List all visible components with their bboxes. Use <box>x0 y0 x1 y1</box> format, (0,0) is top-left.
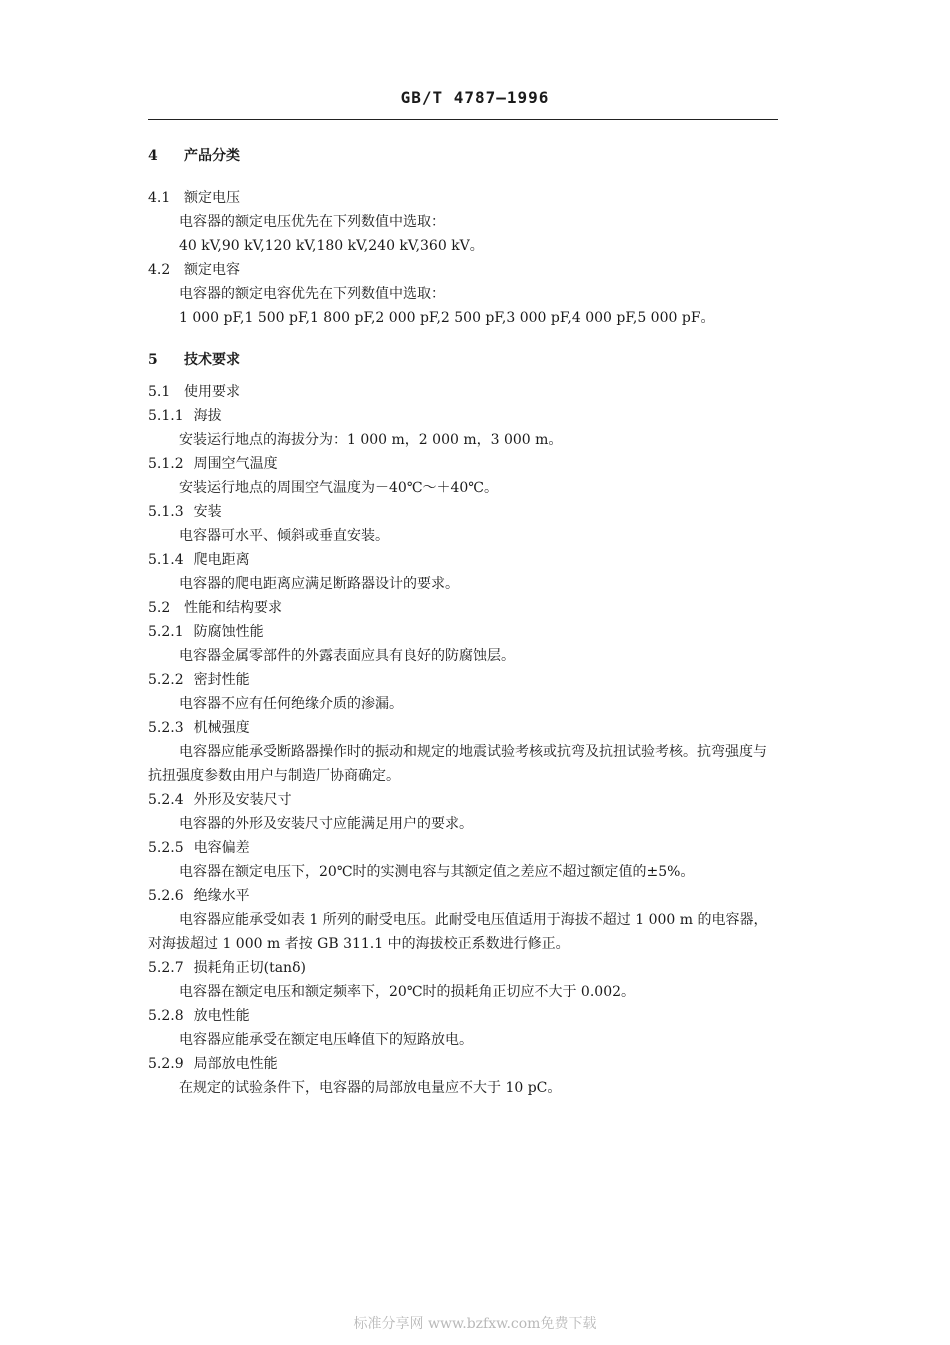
document-code-header: GB/T 4787—1996 <box>400 88 550 107</box>
clause-5-2-1-text: 电容器金属零部件的外露表面应具有良好的防腐蚀层。 <box>179 648 515 664</box>
clause-5-1-1-text: 安装运行地点的海拔分为：1 000 m，2 000 m，3 000 m。 <box>179 432 563 448</box>
clause-5-2-9-title: 5.2.9 局部放电性能 <box>148 1056 278 1072</box>
clause-5-2-4-title: 5.2.4 外形及安装尺寸 <box>148 792 292 808</box>
clause-5-1-2-title: 5.1.2 周围空气温度 <box>148 456 278 472</box>
clause-5-2-7-title: 5.2.7 损耗角正切(tanδ) <box>148 960 306 976</box>
clause-4-2-values: 1 000 pF,1 500 pF,1 800 pF,2 000 pF,2 500 pF,3 000 pF,4 000 pF,5 000 pF。 <box>179 310 715 326</box>
watermark-footer: 标准分享网 www.bzfxw.com免费下载 <box>353 1316 597 1332</box>
clause-5-2-title: 5.2 性能和结构要求 <box>148 600 282 616</box>
clause-5-1-3-title: 5.1.3 安装 <box>148 504 222 520</box>
clause-5-2-5-title: 5.2.5 电容偏差 <box>148 840 250 856</box>
clause-4-1-title: 4.1 额定电压 <box>148 190 240 206</box>
clause-5-2-8-title: 5.2.8 放电性能 <box>148 1008 250 1024</box>
clause-5-1-3-text: 电容器可水平、倾斜或垂直安装。 <box>179 528 389 544</box>
section-4-heading <box>148 144 788 168</box>
clause-5-2-9-text: 在规定的试验条件下，电容器的局部放电量应不大于 10 pC。 <box>179 1080 562 1096</box>
clause-5-2-8-text: 电容器应能承受在额定电压峰值下的短路放电。 <box>179 1032 473 1048</box>
clause-4-1-values: 40 kV,90 kV,120 kV,180 kV,240 kV,360 kV。 <box>179 238 484 254</box>
clause-5-1-title: 5.1 使用要求 <box>148 384 240 400</box>
clause-4-1-text: 电容器的额定电压优先在下列数值中选取： <box>179 214 445 230</box>
clause-5-1-4-title: 5.1.4 爬电距离 <box>148 552 250 568</box>
section-number: 4 <box>148 148 158 164</box>
clause-5-2-2-title: 5.2.2 密封性能 <box>148 672 250 688</box>
document-body <box>148 144 788 1100</box>
clause-5-2-6-title: 5.2.6 绝缘水平 <box>148 888 250 904</box>
clause-5-2-3-text: 电容器应能承受断路器操作时的振动和规定的地震试验考核或抗弯及抗扭试验考核。抗弯强度与抗扭强度参数由用户与制造厂协商确定。 <box>148 744 767 784</box>
clause-5-2-5-text: 电容器在额定电压下，20℃时的实测电容与其额定值之差应不超过额定值的±5%。 <box>179 864 695 880</box>
section-title: 技术要求 <box>184 352 240 368</box>
clause-4-2-text: 电容器的额定电容优先在下列数值中选取： <box>179 286 445 302</box>
header-rule <box>148 119 778 120</box>
clause-5-2-6-text: 电容器应能承受如表 1 所列的耐受电压。此耐受电压值适用于海拔不超过 1 000 m 的电容器，对海拔超过 1 000 m 者按 GB 311.1 中的海拔校正系数进行修正。 <box>148 912 768 952</box>
section-number: 5 <box>148 352 158 368</box>
clause-5-2-3-title: 5.2.3 机械强度 <box>148 720 250 736</box>
clause-5-1-4-text: 电容器的爬电距离应满足断路器设计的要求。 <box>179 576 459 592</box>
clause-5-2-1-title: 5.2.1 防腐蚀性能 <box>148 624 264 640</box>
clause-5-1-2-text: 安装运行地点的周围空气温度为－40℃～＋40℃。 <box>179 480 498 496</box>
clause-5-2-2-text: 电容器不应有任何绝缘介质的渗漏。 <box>179 696 403 712</box>
section-title: 产品分类 <box>184 148 240 164</box>
section-5-heading <box>148 348 788 372</box>
clause-5-1-1-title: 5.1.1 海拔 <box>148 408 222 424</box>
clause-5-2-4-text: 电容器的外形及安装尺寸应能满足用户的要求。 <box>179 816 473 832</box>
clause-5-2-7-text: 电容器在额定电压和额定频率下，20℃时的损耗角正切应不大于 0.002。 <box>179 984 636 1000</box>
clause-4-2-title: 4.2 额定电容 <box>148 262 240 278</box>
